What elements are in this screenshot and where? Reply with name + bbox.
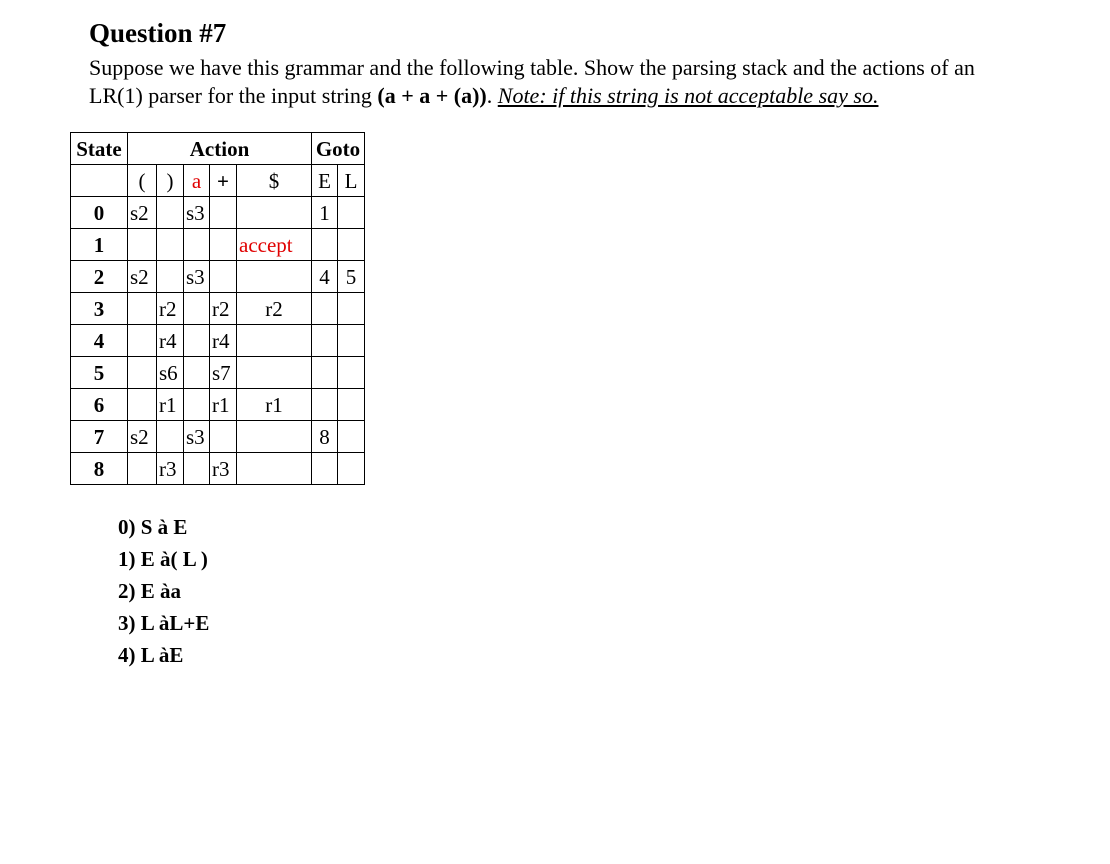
action-dollar-cell [237,261,312,293]
symbol-row [71,165,365,197]
action-a-cell [184,293,210,325]
action-lparen-cell [128,453,157,485]
goto-E-cell [312,453,338,485]
question-line-2-b: . [486,83,498,108]
action-dollar-cell: accept [237,229,312,261]
table-row [71,389,365,421]
table-row [71,421,365,453]
action-rparen-cell [157,421,184,453]
action-a-cell [184,229,210,261]
goto-L-cell: 5 [338,261,365,293]
action-lparen-cell [128,229,157,261]
action-rparen-cell [157,197,184,229]
action-a-cell [184,325,210,357]
action-lparen-cell: s2 [128,421,157,453]
state-cell: 3 [71,293,128,325]
goto-L-cell [338,389,365,421]
symbol-dollar: $ [237,165,312,197]
goto-E-cell [312,389,338,421]
action-rparen-cell [157,261,184,293]
action-dollar-cell: r1 [237,389,312,421]
action-lparen-cell [128,293,157,325]
note-text: Note: if this string is not acceptable say so. [497,83,879,108]
action-rparen-cell: r4 [157,325,184,357]
state-cell: 2 [71,261,128,293]
action-lparen-cell: s2 [128,197,157,229]
action-plus-cell [210,261,237,293]
goto-L-cell [338,453,365,485]
symbol-lparen: ( [128,165,157,197]
action-rparen-cell: r2 [157,293,184,325]
action-rparen-cell: s6 [157,357,184,389]
action-lparen-cell [128,357,157,389]
goto-E-cell: 1 [312,197,338,229]
action-dollar-cell [237,325,312,357]
grammar-rule: 3) L àL+E [118,611,210,635]
goto-E-cell [312,325,338,357]
action-lparen-cell: s2 [128,261,157,293]
action-plus-cell [210,197,237,229]
action-rparen-cell: r1 [157,389,184,421]
symbol-rparen: ) [157,165,184,197]
action-rparen-cell [157,229,184,261]
question-line-1: Suppose we have this grammar and the following table. Show the parsing stack and the actions of an [89,55,975,80]
action-a-cell [184,453,210,485]
goto-L-cell [338,325,365,357]
goto-E-cell: 4 [312,261,338,293]
action-plus-cell [210,421,237,453]
grammar-rule: 4) L àE [118,643,184,667]
action-dollar-cell [237,453,312,485]
goto-L-cell [338,229,365,261]
header-action: Action [128,133,312,165]
action-a-cell: s3 [184,197,210,229]
state-cell: 5 [71,357,128,389]
action-lparen-cell [128,325,157,357]
table-row [71,453,365,485]
action-plus-cell: r1 [210,389,237,421]
table-row [71,325,365,357]
action-dollar-cell [237,421,312,453]
state-cell: 6 [71,389,128,421]
header-state: State [71,133,128,165]
action-plus-cell: r4 [210,325,237,357]
table-row [71,261,365,293]
state-cell: 4 [71,325,128,357]
grammar-rule: 2) E àa [118,579,181,603]
action-a-cell: s3 [184,261,210,293]
action-rparen-cell: r3 [157,453,184,485]
action-dollar-cell [237,357,312,389]
goto-E-cell: 8 [312,421,338,453]
table-row [71,293,365,325]
table-row [71,197,365,229]
grammar-rule: 0) S à E [118,515,188,539]
state-cell: 7 [71,421,128,453]
action-a-cell [184,357,210,389]
symbol-a: a [184,165,210,197]
action-plus-cell: r2 [210,293,237,325]
action-plus-cell [210,229,237,261]
table-row [71,357,365,389]
symbol-L: L [338,165,365,197]
table-row [71,229,365,261]
action-a-cell [184,389,210,421]
goto-E-cell [312,293,338,325]
question-text [89,54,1089,110]
header-goto: Goto [312,133,365,165]
goto-E-cell [312,357,338,389]
action-dollar-cell: r2 [237,293,312,325]
state-cell: 8 [71,453,128,485]
state-cell: 0 [71,197,128,229]
question-line-2 [89,82,1089,110]
goto-L-cell [338,197,365,229]
action-plus-cell: r3 [210,453,237,485]
goto-L-cell [338,421,365,453]
question-line-2-a: LR(1) parser for the input string [89,83,378,108]
action-lparen-cell [128,389,157,421]
state-cell: 1 [71,229,128,261]
grammar-rules [118,511,209,671]
goto-L-cell [338,357,365,389]
lr-parse-table [70,132,365,485]
grammar-rule: 1) E à( L ) [118,547,208,571]
action-dollar-cell [237,197,312,229]
symbol-plus: + [210,165,237,197]
action-a-cell: s3 [184,421,210,453]
symbol-E: E [312,165,338,197]
goto-E-cell [312,229,338,261]
symbol-blank [71,165,128,197]
action-plus-cell: s7 [210,357,237,389]
goto-L-cell [338,293,365,325]
input-string: (a + a + (a)) [377,83,487,108]
question-title: Question #7 [89,18,227,48]
